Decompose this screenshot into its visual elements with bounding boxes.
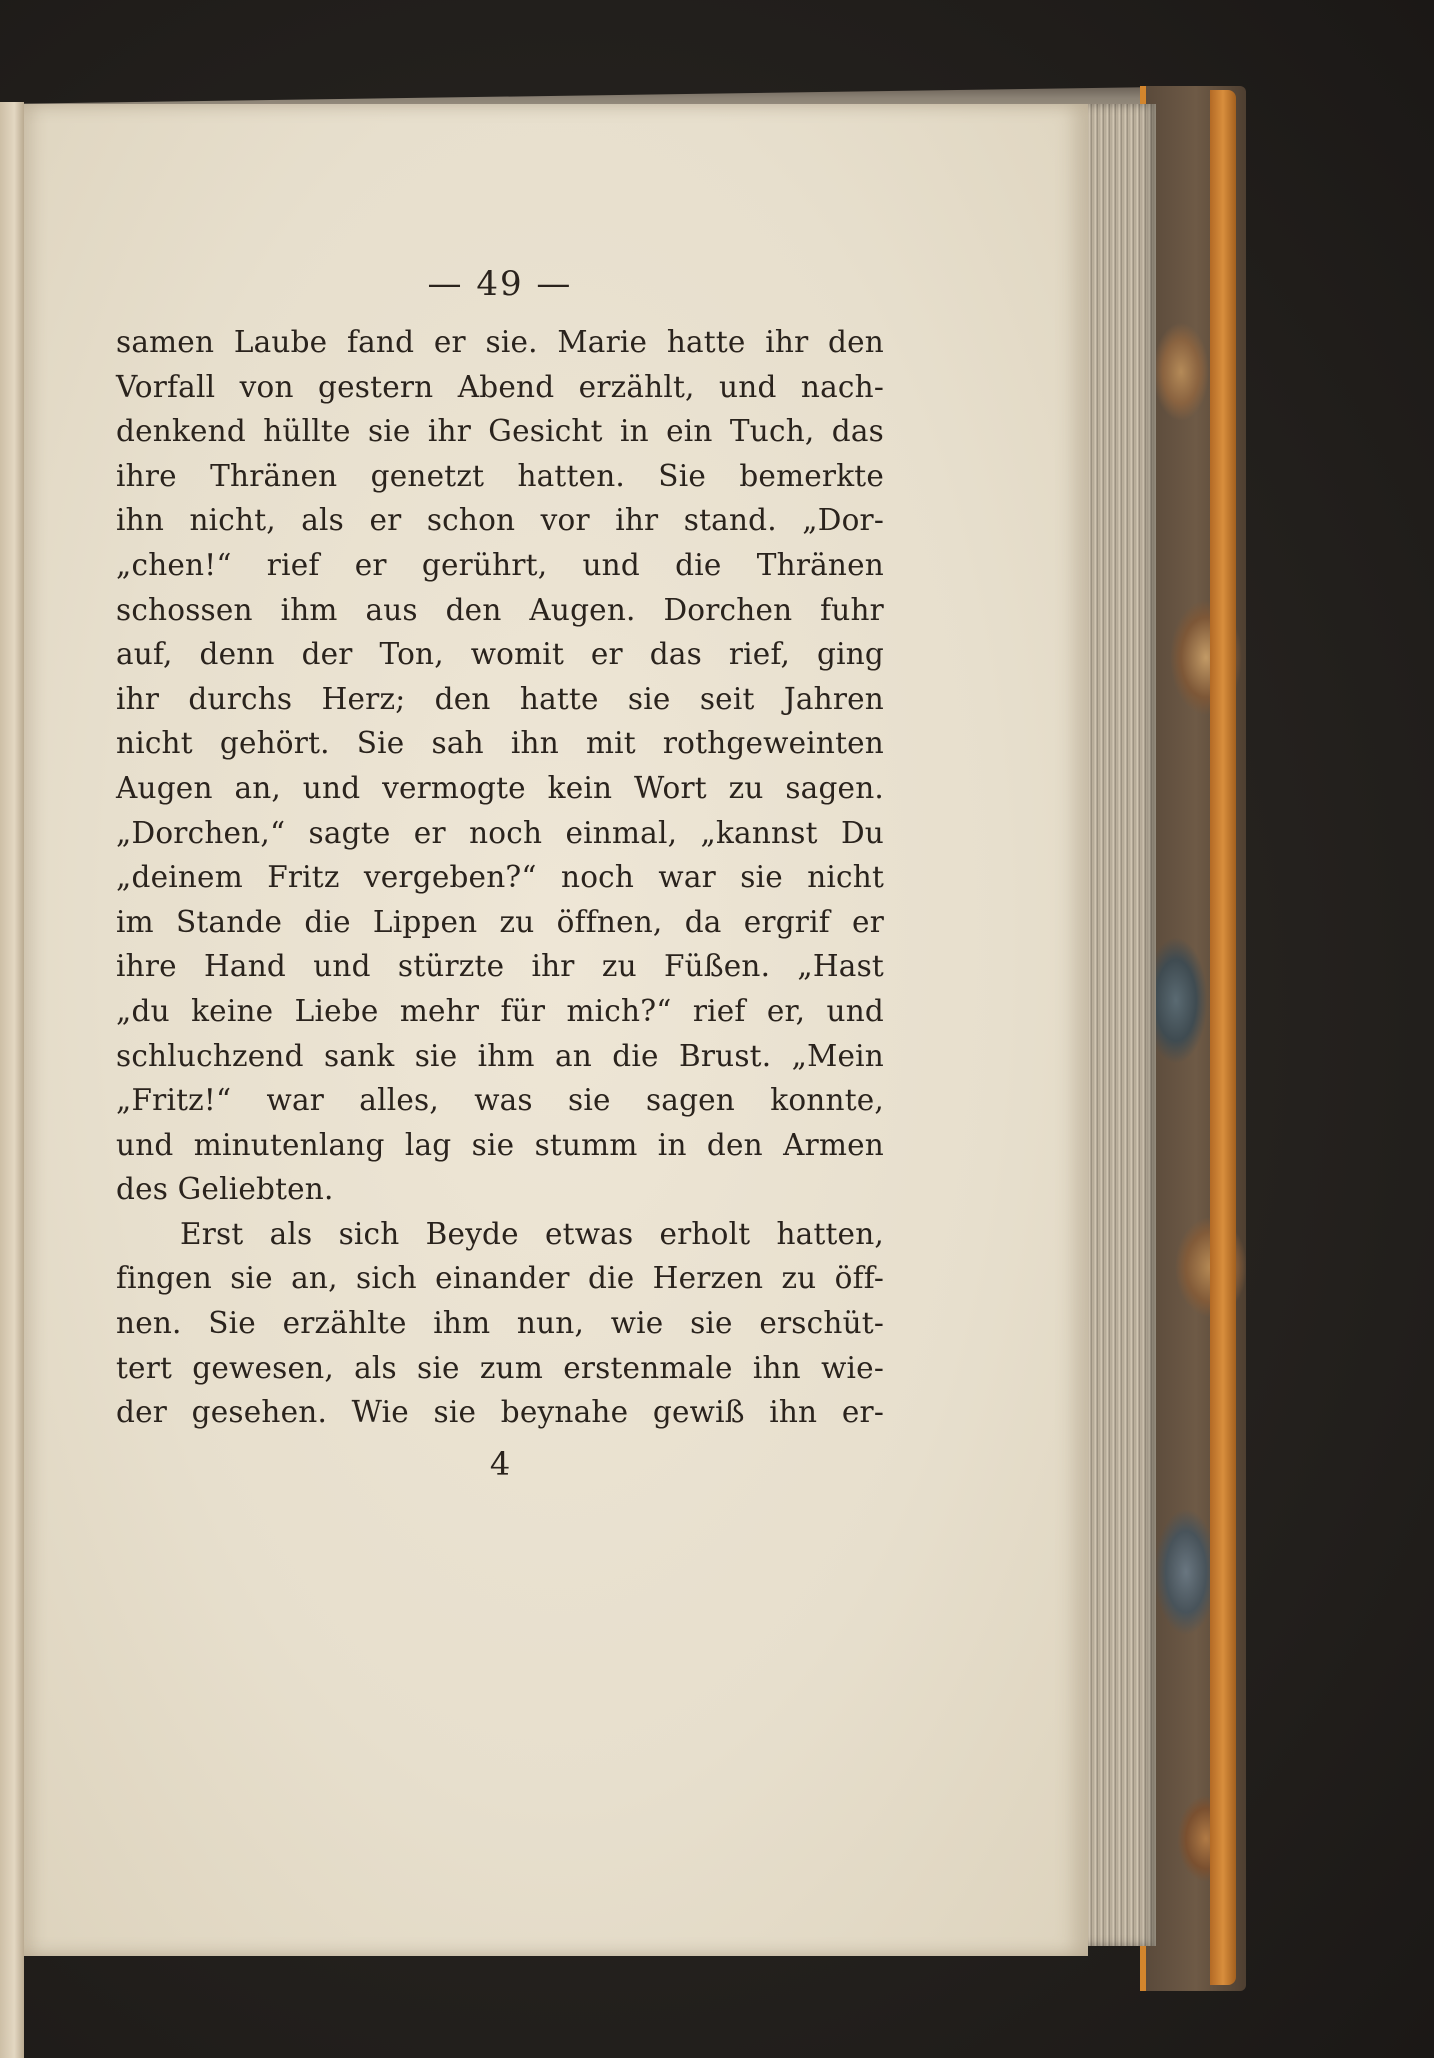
page-text bbox=[116, 254, 884, 1489]
page-number-header: — 49 — bbox=[427, 264, 573, 304]
text-line: ihre Thränen genetzt hatten. Sie bemerkte bbox=[116, 458, 884, 493]
page-block-edges bbox=[1082, 104, 1156, 1946]
text-line: schluchzend sank sie ihm an die Brust. „Mein bbox=[116, 1038, 884, 1073]
text-line: ihre Hand und stürzte ihr zu Füßen. „Hast bbox=[116, 949, 884, 984]
text-line: Vorfall von gestern Abend erzählt, und nach- bbox=[116, 369, 884, 404]
text-line: samen Laube fand er sie. Marie hatte ihr den bbox=[116, 325, 884, 359]
text-line: der gesehen. Wie sie beynahe gewiß ihn er- bbox=[116, 1395, 884, 1430]
book-page bbox=[24, 104, 1088, 1956]
text-line: schossen ihm aus den Augen. Dorchen fuhr bbox=[116, 592, 884, 627]
text-line: Erst als sich Beyde etwas erholt hatten, bbox=[180, 1216, 884, 1251]
text-line: des Geliebten. bbox=[116, 1172, 334, 1207]
text-line: auf, denn der Ton, womit er das rief, ging bbox=[116, 637, 884, 672]
text-line: fingen sie an, sich einander die Herzen zu öff- bbox=[116, 1261, 884, 1296]
text-line: tert gewesen, als sie zum erstenmale ihn wie- bbox=[116, 1350, 884, 1385]
text-line: ihn nicht, als er schon vor ihr stand. „Dor- bbox=[116, 503, 884, 538]
text-line: „Fritz!“ war alles, was sie sagen konnte, bbox=[116, 1083, 884, 1118]
text-line: Augen an, und vermogte kein Wort zu sagen. bbox=[116, 770, 884, 805]
text-line: im Stande die Lippen zu öffnen, da ergrif er bbox=[116, 904, 884, 939]
text-line: nen. Sie erzählte ihm nun, wie sie erschüt- bbox=[116, 1306, 884, 1341]
text-line: ihr durchs Herz; den hatte sie seit Jahren bbox=[116, 681, 884, 716]
leather-spine-edge bbox=[1210, 90, 1236, 1985]
text-line: nicht gehört. Sie sah ihn mit rothgeweinten bbox=[116, 726, 884, 761]
text-line: und minutenlang lag sie stumm in den Armen bbox=[116, 1127, 884, 1162]
text-line: denkend hüllte sie ihr Gesicht in ein Tuch, das bbox=[116, 414, 884, 449]
text-line: „deinem Fritz vergeben?“ noch war sie nicht bbox=[116, 860, 884, 895]
text-line: „chen!“ rief er gerührt, und die Thränen bbox=[116, 547, 884, 582]
text-line: „du keine Liebe mehr für mich?“ rief er, und bbox=[116, 993, 884, 1028]
text-line: „Dorchen,“ sagte er noch einmal, „kannst Du bbox=[116, 815, 884, 850]
signature-mark: 4 bbox=[489, 1444, 511, 1483]
previous-page-edge bbox=[0, 102, 24, 2058]
